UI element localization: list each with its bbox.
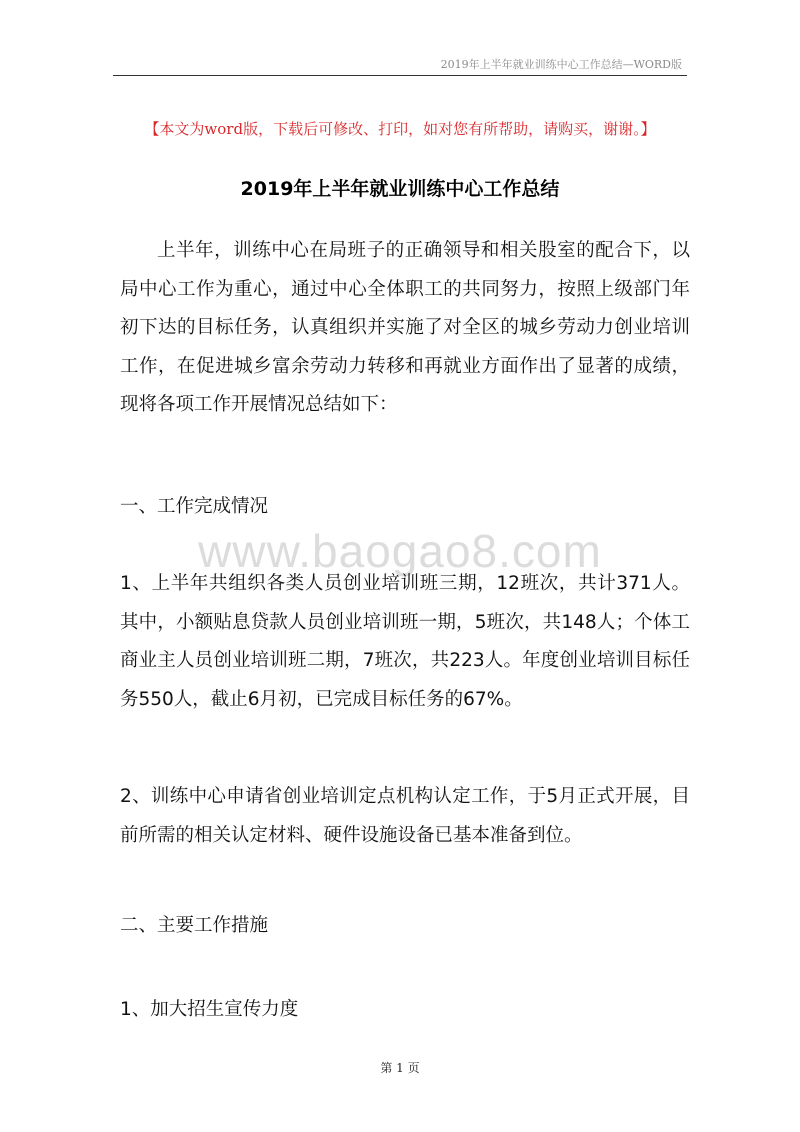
page-number: 第 1 页 [380, 1061, 420, 1075]
intro-paragraph: 上半年，训练中心在局班子的正确领导和相关股室的配合下，以局中心工作为重心，通过中心全体职工的共同努力，按照上级部门年初下达的目标任务，认真组织并实施了对全区的城乡劳动力创业培训工作，在促进城乡富余劳动力转移和再就业方面作出了显著的成绩，现将各项工作开展情况总结如下： [120, 240, 690, 416]
download-notice: 【本文为word版，下载后可修改、打印，如对您有所帮助，请购买，谢谢。】 [144, 120, 656, 138]
section2-heading: 二、主要工作措施 [120, 915, 269, 936]
section2-item1: 1、加大招生宣传力度 [120, 999, 299, 1020]
section1-item1: 1、上半年共组织各类人员创业培训班三期，12班次，共计371人。其中，小额贴息贷款人员创业培训班一期，5班次，共148人；个体工商业主人员创业培训班二期，7班次，共223人。年度创业培训目标任务550人，截止6月初，已完成目标任务的67%。 [120, 573, 690, 710]
document-title: 2019年上半年就业训练中心工作总结 [240, 178, 560, 200]
section1-heading: 一、工作完成情况 [120, 496, 269, 517]
running-header: 2019年上半年就业训练中心工作总结—WORD版 [440, 58, 682, 71]
section1-item2: 2、训练中心申请省创业培训定点机构认定工作，于5月正式开展，目前所需的相关认定材料、硬件设施设备已基本准备到位。 [120, 786, 690, 846]
header-divider [113, 75, 687, 76]
site-watermark: www.baogao8.com [198, 525, 602, 577]
